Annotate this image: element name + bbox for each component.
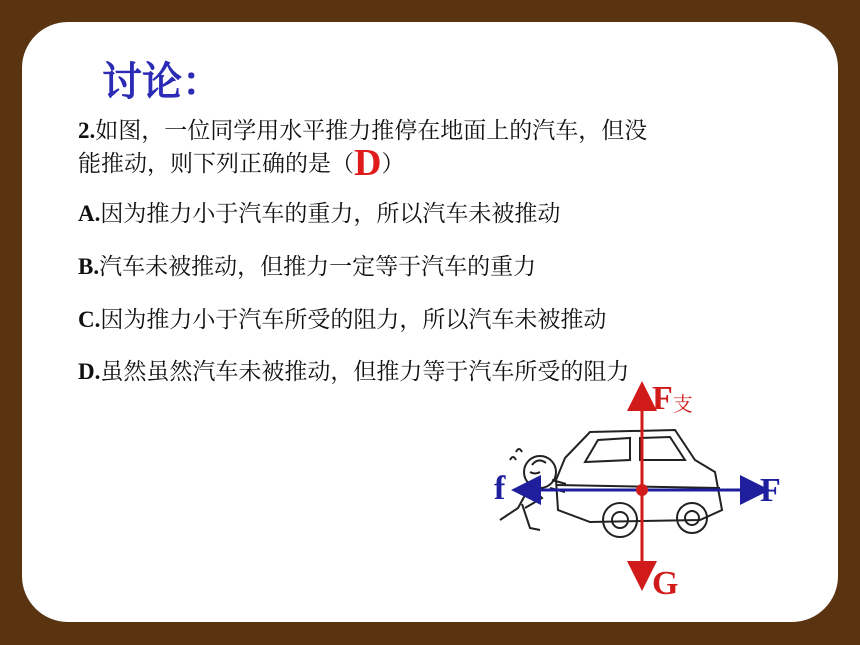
center-point [636, 484, 648, 496]
friction-label: f [494, 470, 506, 507]
option-b-text: 汽车未被推动，但推力一定等于汽车的重力 [99, 254, 537, 280]
force-diagram [470, 380, 800, 610]
option-c [78, 303, 606, 337]
option-d-letter: D. [78, 359, 101, 384]
gravity-label: G [652, 565, 679, 602]
option-b-letter: B. [78, 254, 100, 279]
push-force-label: F [760, 472, 781, 509]
support-force-subscript: 支 [672, 392, 693, 416]
support-force-symbol: F [652, 380, 673, 417]
question-number: 2. [78, 118, 96, 143]
option-a-letter: A. [78, 201, 101, 226]
answer-letter: D [354, 142, 382, 184]
question-text-2: 能推动，则下列正确的是（ [78, 151, 354, 177]
discussion-heading: 讨论： [102, 59, 222, 105]
support-force-label [652, 380, 693, 418]
option-c-letter: C. [78, 307, 101, 332]
option-b [78, 250, 536, 284]
car-drawing [556, 430, 722, 537]
question-line-2 [78, 142, 405, 184]
question-text-2-end: ） [381, 151, 405, 177]
option-d-text: 虽然虽然汽车未被推动，但推力等于汽车所受的阻力 [100, 359, 630, 385]
option-a-text: 因为推力小于汽车的重力，所以汽车未被推动 [100, 201, 561, 227]
option-c-text: 因为推力小于汽车所受的阻力，所以汽车未被推动 [100, 307, 607, 333]
question-text-1: 如图，一位同学用水平推力推停在地面上的汽车，但没 [95, 118, 648, 144]
option-a [78, 197, 560, 231]
